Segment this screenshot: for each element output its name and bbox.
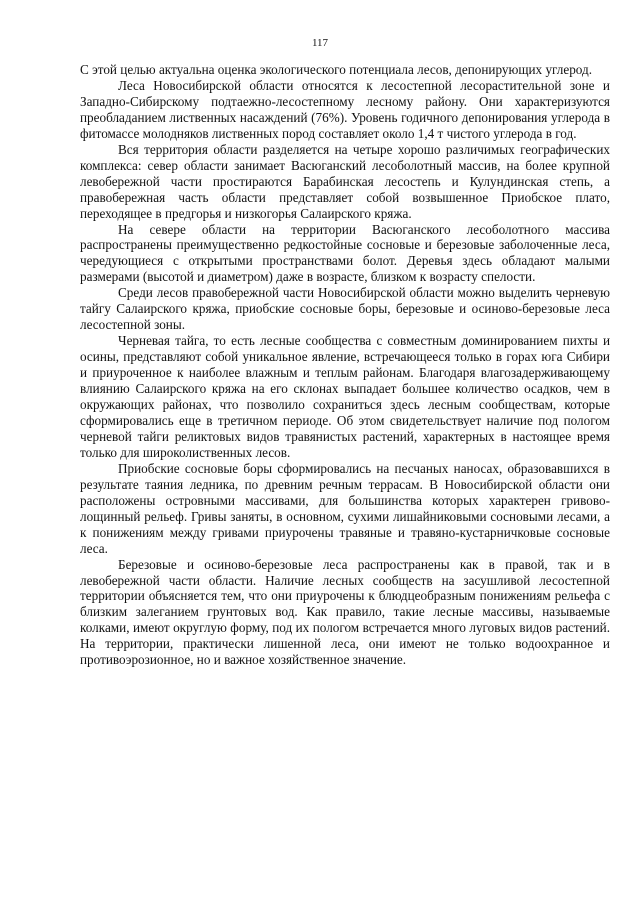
paragraph-8: Березовые и осиново-березовые леса распространены как в правой, так и в левобережной части области. Наличие лесных сообществ на засушливой лесостепной территории объясняется тем, что они приурочены к блюдцеобразным понижениям рельефа с близким залеганием грунтовых вод. Как правило, такие лесные массивы, называемые колками, имеют округлую форму, под их пологом встречается много луговых видов растений. На территории, практически лишенной леса, они имеют не только водоохранное и противоэрозионное, но и важное хозяйственное значение. — [80, 556, 610, 668]
paragraph-5: Среди лесов правобережной части Новосибирской области можно выделить черневую тайгу Салаирского кряжа, приобские сосновые боры, березовые и осиново-березовые леса лесостепной зоны. — [80, 285, 610, 333]
paragraph-6: Черневая тайга, то есть лесные сообщества с совместным доминированием пихты и осины, представляют собой уникальное явление, встречающееся только в горах юга Сибири и приуроченное к наиболее влажным и теплым районам. Благодаря влагозадерживающему влиянию Салаирского кряжа на его склонах выпадает большее количество осадков, чем в окружающих районах, что позволило сохраниться здесь лесным сообществам, которые сформировались еще в третичном периоде. Об этом свидетельствует наличие под пологом черневой тайги реликтовых видов травянистых растений, характерных в настоящее время только для широколиственных лесов. — [80, 333, 610, 460]
paragraph-1: С этой целью актуальна оценка экологического потенциала лесов, депонирующих углерод. — [80, 62, 593, 77]
text-body — [80, 62, 610, 668]
page-number: 117 — [311, 37, 329, 49]
paragraph-4: На севере области на территории Васюганского лесоболотного массива распространены преимущественно редкостойные сосновые и березовые заболоченные леса, чередующиеся с открытыми пространствами болот. Деревья здесь обладают малыми размерами (высотой и диаметром) даже в возрасте, близком к возрасту спелости. — [80, 221, 610, 285]
paragraph-7: Приобские сосновые боры сформировались на песчаных наносах, образовавшихся в результате таяния ледника, по древним речным террасам. В Новосибирской области они расположены островными массивами, для большинства которых характерен гривово-лощинный рельеф. Гривы заняты, в основном, сухими лишайниковыми сосновыми лесами, а к понижениям между гривами приурочены травяные и травяно-кустарничковые сосновые леса. — [80, 460, 610, 556]
paragraph-3: Вся территория области разделяется на четыре хорошо различимых географических комплекса: север области занимает Васюганский лесоболотный массив, на более крупной левобережной части простираются Барабинская лесостепь и Кулундинская степь, а правобережная часть области представляет собой возвышенное Приобское плато, переходящее в предгорья и низкогорья Салаирского кряжа. — [80, 141, 610, 221]
paragraph-2: Леса Новосибирской области относятся к лесостепной лесорастительной зоне и Западно-Сибирскому подтаежно-лесостепному лесному району. Они характеризуются преобладанием лиственных насаждений (76%). Уровень годичного депонирования углерода в фитомассе молодняков лиственных пород составляет около 1,4 т чистого углерода в год. — [80, 77, 610, 141]
